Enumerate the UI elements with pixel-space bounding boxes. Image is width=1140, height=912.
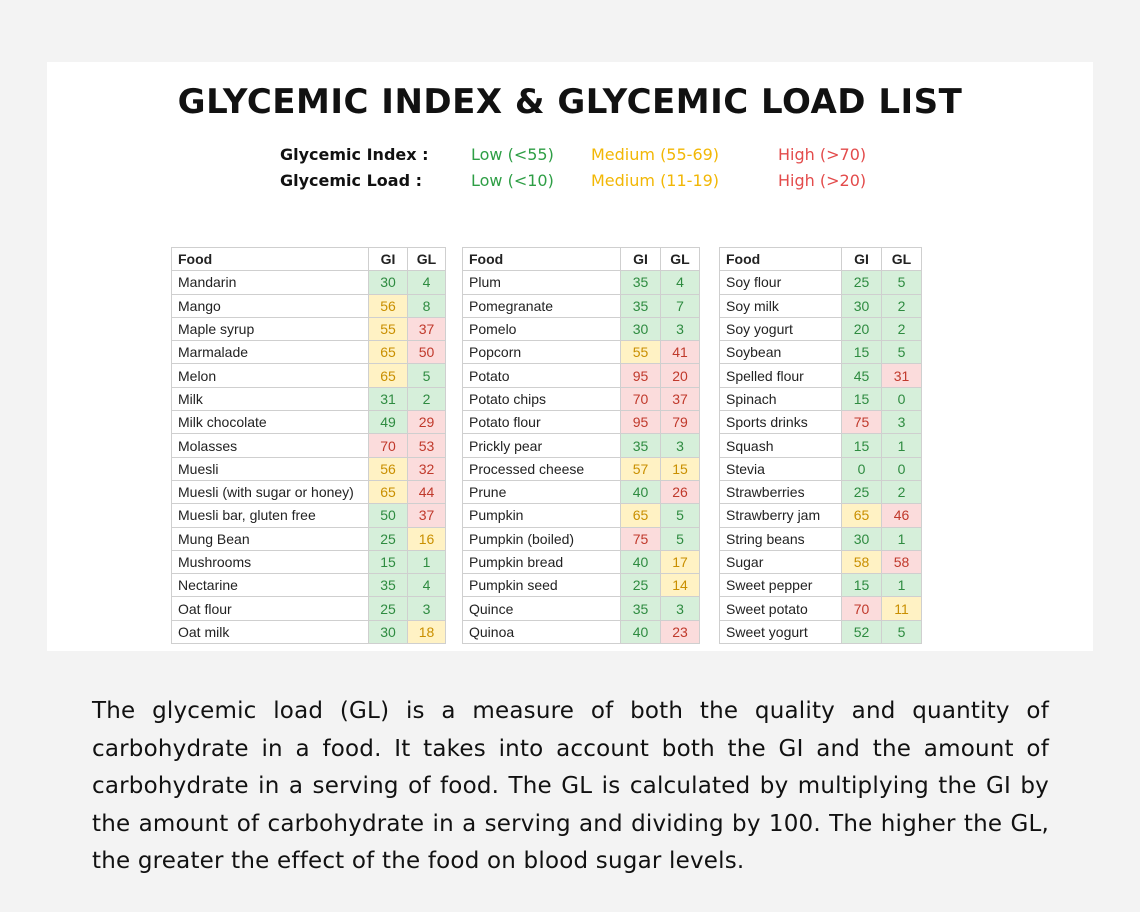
gi-value: 56: [369, 457, 408, 480]
table-row: [463, 574, 700, 597]
food-name: Sugar: [720, 550, 842, 573]
table-row: [720, 504, 922, 527]
gl-value: 5: [661, 504, 700, 527]
food-name: Soy milk: [720, 294, 842, 317]
food-name: Maple syrup: [172, 317, 369, 340]
gi-value: 15: [842, 434, 882, 457]
gl-value: 1: [882, 527, 922, 550]
gl-value: 17: [661, 550, 700, 573]
gl-value: 31: [882, 364, 922, 387]
table-row: [720, 294, 922, 317]
gl-value: 3: [661, 434, 700, 457]
table-row: [720, 387, 922, 410]
table-row: [720, 457, 922, 480]
gl-value: 3: [661, 317, 700, 340]
food-name: Processed cheese: [463, 457, 621, 480]
gl-value: 5: [882, 620, 922, 643]
table-row: [172, 504, 446, 527]
food-name: Pomegranate: [463, 294, 621, 317]
table-row: [463, 504, 700, 527]
food-name: Strawberry jam: [720, 504, 842, 527]
gl-value: 0: [882, 387, 922, 410]
gl-value: 79: [661, 411, 700, 434]
food-name: Soybean: [720, 341, 842, 364]
gi-value: 25: [842, 271, 882, 294]
gl-value: 2: [882, 294, 922, 317]
gi-value: 50: [369, 504, 408, 527]
gl-value: 41: [661, 341, 700, 364]
gi-value: 15: [842, 387, 882, 410]
gi-value: 40: [621, 480, 661, 503]
table-row: [172, 411, 446, 434]
gi-value: 65: [369, 341, 408, 364]
col-header-gl: GL: [408, 248, 446, 271]
col-header-gi: GI: [621, 248, 661, 271]
gi-value: 15: [842, 341, 882, 364]
table-row: [172, 457, 446, 480]
gl-value: 26: [661, 480, 700, 503]
gl-value: 7: [661, 294, 700, 317]
gi-value: 75: [842, 411, 882, 434]
gi-value: 56: [369, 294, 408, 317]
gl-value: 15: [661, 457, 700, 480]
legend-low: Low (<55): [471, 145, 554, 164]
gl-value: 37: [408, 317, 446, 340]
food-name: Pumpkin seed: [463, 574, 621, 597]
food-name: Popcorn: [463, 341, 621, 364]
table-row: [463, 294, 700, 317]
gi-value: 30: [842, 294, 882, 317]
gi-value: 40: [621, 550, 661, 573]
gi-value: 30: [369, 271, 408, 294]
legend-label: Glycemic Load :: [280, 171, 422, 190]
table-row: [720, 434, 922, 457]
gi-value: 20: [842, 317, 882, 340]
gl-value: 11: [882, 597, 922, 620]
gl-value: 16: [408, 527, 446, 550]
table-row: [172, 294, 446, 317]
food-name: Muesli bar, gluten free: [172, 504, 369, 527]
table-row: [172, 550, 446, 573]
table-row: [463, 457, 700, 480]
gi-value: 40: [621, 620, 661, 643]
food-name: Pumpkin: [463, 504, 621, 527]
gi-value: 30: [369, 620, 408, 643]
table-row: [172, 317, 446, 340]
food-name: Sports drinks: [720, 411, 842, 434]
page-title: GLYCEMIC INDEX & GLYCEMIC LOAD LIST: [177, 82, 963, 122]
table-row: [172, 480, 446, 503]
gi-value: 65: [842, 504, 882, 527]
food-name: Potato: [463, 364, 621, 387]
food-name: String beans: [720, 527, 842, 550]
food-table-2: [462, 247, 700, 644]
food-name: Plum: [463, 271, 621, 294]
legend-medium: Medium (11-19): [591, 171, 720, 190]
gl-value: 4: [408, 271, 446, 294]
table-row: [172, 387, 446, 410]
gi-value: 75: [621, 527, 661, 550]
food-name: Melon: [172, 364, 369, 387]
table-row: [463, 550, 700, 573]
gi-value: 31: [369, 387, 408, 410]
gi-value: 65: [369, 480, 408, 503]
food-name: Soy flour: [720, 271, 842, 294]
food-name: Spinach: [720, 387, 842, 410]
gl-value: 46: [882, 504, 922, 527]
gi-value: 70: [621, 387, 661, 410]
gl-value: 44: [408, 480, 446, 503]
legend-high: High (>70): [778, 145, 867, 164]
col-header-food: Food: [172, 248, 369, 271]
gl-value: 1: [408, 550, 446, 573]
legend-low: Low (<10): [471, 171, 554, 190]
gl-value: 37: [408, 504, 446, 527]
gi-value: 25: [369, 527, 408, 550]
food-name: Strawberries: [720, 480, 842, 503]
table-row: [720, 597, 922, 620]
gl-value: 20: [661, 364, 700, 387]
table-row: [172, 341, 446, 364]
food-name: Quince: [463, 597, 621, 620]
gl-value: 14: [661, 574, 700, 597]
gl-value: 50: [408, 341, 446, 364]
table-row: [463, 480, 700, 503]
food-name: Mango: [172, 294, 369, 317]
food-name: Mung Bean: [172, 527, 369, 550]
legend-high: High (>20): [778, 171, 867, 190]
glycemic-list-image: [47, 62, 1093, 651]
gi-value: 65: [621, 504, 661, 527]
gl-value: 5: [661, 527, 700, 550]
table-row: [720, 411, 922, 434]
gl-value: 23: [661, 620, 700, 643]
table-row: [720, 620, 922, 643]
table-row: [172, 527, 446, 550]
food-name: Squash: [720, 434, 842, 457]
gl-value: 4: [408, 574, 446, 597]
gl-value: 5: [882, 271, 922, 294]
table-row: [463, 620, 700, 643]
gi-value: 35: [621, 597, 661, 620]
table-row: [172, 271, 446, 294]
col-header-food: Food: [463, 248, 621, 271]
table-row: [172, 574, 446, 597]
table-row: [463, 271, 700, 294]
gl-value: 1: [882, 574, 922, 597]
gi-value: 55: [369, 317, 408, 340]
food-name: Muesli: [172, 457, 369, 480]
col-header-gi: GI: [369, 248, 408, 271]
gi-value: 45: [842, 364, 882, 387]
food-name: Muesli (with sugar or honey): [172, 480, 369, 503]
gl-value: 2: [882, 480, 922, 503]
gi-value: 0: [842, 457, 882, 480]
food-name: Sweet yogurt: [720, 620, 842, 643]
food-name: Milk chocolate: [172, 411, 369, 434]
table-row: [463, 387, 700, 410]
food-name: Oat flour: [172, 597, 369, 620]
table-row: [720, 271, 922, 294]
food-name: Pumpkin (boiled): [463, 527, 621, 550]
gl-value: 0: [882, 457, 922, 480]
gl-explanation-paragraph: The glycemic load (GL) is a measure of both the quality and quantity of carbohydrate in a food. It takes into account both the GI and the amount of carbohydrate in a serving of food. The GL is calculated by multiplying the GI by the amount of carbohydrate in a serving and dividing by 100. The higher the GL, the greater the effect of the food on blood sugar levels.: [92, 698, 1049, 874]
gi-value: 25: [369, 597, 408, 620]
col-header-gl: GL: [882, 248, 922, 271]
gi-value: 35: [621, 434, 661, 457]
gi-value: 70: [842, 597, 882, 620]
gl-value: 2: [882, 317, 922, 340]
table-row: [463, 364, 700, 387]
food-name: Stevia: [720, 457, 842, 480]
food-name: Nectarine: [172, 574, 369, 597]
gi-value: 70: [369, 434, 408, 457]
table-row: [463, 411, 700, 434]
food-name: Mandarin: [172, 271, 369, 294]
gl-value: 5: [882, 341, 922, 364]
food-name: Marmalade: [172, 341, 369, 364]
gi-value: 57: [621, 457, 661, 480]
food-name: Potato flour: [463, 411, 621, 434]
gl-value: 8: [408, 294, 446, 317]
gi-value: 35: [621, 271, 661, 294]
gi-value: 95: [621, 364, 661, 387]
gl-value: 4: [661, 271, 700, 294]
table-row: [720, 527, 922, 550]
gi-value: 35: [621, 294, 661, 317]
food-name: Molasses: [172, 434, 369, 457]
gi-value: 25: [842, 480, 882, 503]
food-table-3: [719, 247, 922, 644]
legend-medium: Medium (55-69): [591, 145, 720, 164]
table-row: [463, 597, 700, 620]
legend-label: Glycemic Index :: [280, 145, 429, 164]
gl-value: 18: [408, 620, 446, 643]
gl-value: 53: [408, 434, 446, 457]
gi-value: 65: [369, 364, 408, 387]
gl-value: 3: [408, 597, 446, 620]
gl-value: 29: [408, 411, 446, 434]
col-header-gl: GL: [661, 248, 700, 271]
table-row: [720, 317, 922, 340]
gi-value: 49: [369, 411, 408, 434]
food-name: Milk: [172, 387, 369, 410]
table-row: [720, 574, 922, 597]
gi-value: 55: [621, 341, 661, 364]
gl-value: 1: [882, 434, 922, 457]
table-row: [720, 341, 922, 364]
food-name: Oat milk: [172, 620, 369, 643]
food-name: Prickly pear: [463, 434, 621, 457]
table-row: [720, 480, 922, 503]
table-row: [463, 527, 700, 550]
gl-value: 3: [661, 597, 700, 620]
gi-value: 25: [621, 574, 661, 597]
gi-value: 95: [621, 411, 661, 434]
table-row: [463, 434, 700, 457]
food-name: Pumpkin bread: [463, 550, 621, 573]
food-name: Mushrooms: [172, 550, 369, 573]
gi-value: 15: [842, 574, 882, 597]
table-row: [172, 364, 446, 387]
gi-value: 30: [621, 317, 661, 340]
gi-value: 15: [369, 550, 408, 573]
food-name: Pomelo: [463, 317, 621, 340]
gl-value: 58: [882, 550, 922, 573]
gi-value: 52: [842, 620, 882, 643]
gl-value: 2: [408, 387, 446, 410]
gl-value: 3: [882, 411, 922, 434]
food-name: Sweet pepper: [720, 574, 842, 597]
food-table-1: [171, 247, 446, 644]
table-row: [720, 364, 922, 387]
food-name: Potato chips: [463, 387, 621, 410]
table-row: [463, 317, 700, 340]
table-row: [463, 341, 700, 364]
gl-value: 5: [408, 364, 446, 387]
col-header-gi: GI: [842, 248, 882, 271]
gi-value: 58: [842, 550, 882, 573]
table-row: [172, 597, 446, 620]
food-name: Spelled flour: [720, 364, 842, 387]
gi-value: 30: [842, 527, 882, 550]
table-row: [172, 620, 446, 643]
food-name: Prune: [463, 480, 621, 503]
table-row: [720, 550, 922, 573]
table-row: [172, 434, 446, 457]
gl-value: 32: [408, 457, 446, 480]
gi-value: 35: [369, 574, 408, 597]
food-name: Soy yogurt: [720, 317, 842, 340]
food-name: Quinoa: [463, 620, 621, 643]
gl-value: 37: [661, 387, 700, 410]
col-header-food: Food: [720, 248, 842, 271]
food-name: Sweet potato: [720, 597, 842, 620]
